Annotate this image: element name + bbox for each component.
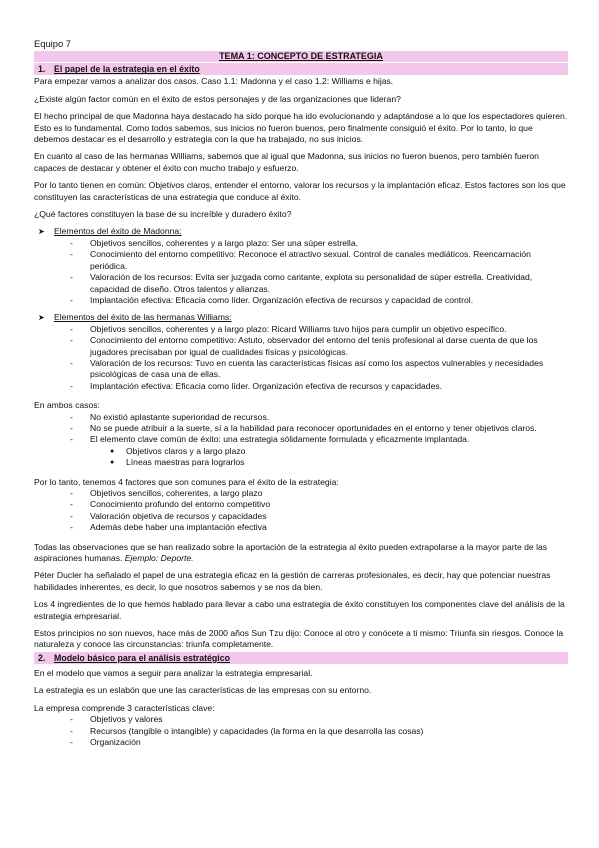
document-page	[34, 38, 568, 748]
list-item: - Implantación efectiva: Eficacia como líder. Organización efectiva de recursos y capacidad de control.	[70, 294, 474, 305]
section-2-heading	[34, 652, 568, 664]
list-item: - Conocimiento profundo del entorno competitivo	[70, 499, 271, 510]
four-factors-list	[34, 488, 568, 534]
williams-list	[34, 324, 568, 392]
list-item: - Valoración objetiva de recursos y capacidades	[70, 510, 267, 521]
four-factors-heading: Por lo tanto, tenemos 4 factores que son comunes para el éxito de la estrategia:	[34, 476, 339, 487]
list-item: - Objetivos sencillos, coherentes, a largo plazo	[70, 488, 263, 498]
madonna-heading	[34, 226, 568, 237]
paragraph-question-common: ¿Existe algún factor común en el éxito de estos personajes y de las organizaciones que lideran?	[34, 93, 401, 104]
both-cases-sublist	[34, 446, 568, 469]
paragraph-madonna: El hecho principal de que Madonna haya destacado ha sido porque ha ido evolucionando y adaptándose a lo que los espectadores quieren. Esto es lo fundamental. Como todos sabemos, sus inicios no fueron buenos, pero finalmente consiguió el éxito. Por lo tanto, lo que debemos destacar es el desarrollo y estrategia con la que ha trabajado, no sus inicios.	[34, 111, 568, 145]
example-text: Ejemplo: Deporte.	[124, 553, 194, 564]
dot-bullet-icon: ●	[110, 447, 115, 455]
list-item: - Objetivos sencillos, coherentes y a largo plazo: Ser una súper estrella.	[70, 237, 358, 248]
williams-heading	[34, 312, 568, 323]
paragraph-intro: Para empezar vamos a analizar dos casos. Caso 1.1: Madonna y el caso 1.2: Williams e hijas.	[34, 76, 394, 87]
paragraph-drucker: Péter Ducler ha señalado el papel de una estrategia eficaz en la gestión de carreras profesionales, es decir, hay que potenciar nuestras habilidades inherentes, es decir, lo que nosotros sabemos y se nos da bien.	[34, 570, 551, 592]
paragraph-question-factors: ¿Qué factores constituyen la base de su increíble y duradero éxito?	[34, 209, 292, 220]
dot-bullet-icon: ●	[110, 459, 115, 467]
list-item: - Objetivos sencillos, coherentes y a largo plazo: Ricard Williams tuvo hijos para cumplir un objetivo específico.	[70, 323, 507, 334]
team-label: Equipo 7	[34, 38, 72, 49]
company-list	[34, 714, 568, 748]
section-label: El papel de la estrategia en el éxito	[54, 64, 200, 75]
list-item: ● Líneas maestras para lograrlos	[110, 457, 245, 468]
list-item: - Conocimiento del entorno competitivo: Astuto, observador del entorno del tenis profesional al darse cuenta de que los jugadores precisaban por igual de cualidades físicas y psicológicas.	[70, 335, 538, 357]
both-cases-heading: En ambos casos:	[34, 400, 100, 411]
list-item: ● Objetivos claros y a largo plazo	[110, 445, 246, 456]
madonna-list	[34, 238, 568, 306]
list-item: - Valoración de los recursos: Evita ser juzgada como cantante, explota su personalidad de súper estrella. Creatividad, capacidad de diseño. Otros talentos y alianzas.	[70, 272, 533, 294]
arrow-bullet-icon: ➤	[38, 313, 45, 323]
list-item: - Implantación efectiva: Eficacia como líder. Organización efectiva de recursos y capacidades.	[70, 380, 443, 391]
list-item: - Además debe haber una implantación efectiva	[70, 522, 267, 533]
paragraph-extrapolate: Todas las observaciones que se han realizado sobre la aportación de la estrategia al éxito pueden extrapolarse a la mayor parte de las aspiraciones humanas. Ejemplo: Deporte.	[34, 541, 548, 564]
paragraph-ingredients: Los 4 ingredientes de lo que hemos hablado para llevar a cabo una estrategia de éxito constituyen los componentes clave del análisis de la estrategia empresarial.	[34, 599, 565, 621]
paragraph-williams: En cuanto al caso de las hermanas Williams, sabemos que al igual que Madonna, sus inicios no fueron buenos, pero también fueron capaces de destacar y obtener el éxito con mucho trabajo y esfuerzo.	[34, 151, 539, 173]
list-item: - No existió aplastante superioridad de recursos.	[70, 411, 270, 422]
section-1-heading	[34, 63, 568, 75]
paragraph-model: En el modelo que vamos a seguir para analizar la estrategia empresarial.	[34, 667, 313, 678]
list-item: - Conocimiento del entorno competitivo: Reconoce el atractivo sexual. Control de canales mediáticos. Reencarnación periódica.	[70, 249, 531, 271]
list-item: - Valoración de los recursos: Tuvo en cuenta las características físicas así como los aspectos vulnerables y necesidades psicológicas de casa una de ellas.	[70, 357, 544, 380]
list-item: - Organización	[70, 736, 141, 747]
arrow-bullet-icon: ➤	[38, 227, 45, 237]
section-label: Modelo básico para el análisis estratégico	[54, 652, 231, 663]
paragraph-link: La estrategia es un eslabón que une las características de las empresas con su entorno.	[34, 685, 372, 696]
section-number: 2.	[38, 652, 46, 663]
paragraph-common-factors: Por lo tanto tienen en común: Objetivos claros, entender el entorno, valorar los recursos y la implantación eficaz. Estos factores son los que constituyen las características de una estrategia que conduce al éxito.	[34, 180, 566, 202]
both-cases-list	[34, 412, 568, 446]
list-item: - El elemento clave común de éxito: una estrategia sólidamente formulada y eficazmente implantada.	[70, 434, 470, 445]
list-item: - No se puede atribuir a la suerte, sí a la habilidad para reconocer oportunidades en el entorno y tener objetivos claros.	[70, 422, 537, 433]
list-item: - Recursos (tangible o intangible) y capacidades (la forma en la que desarrolla las cosas)	[70, 725, 424, 736]
heading-label: Elementos del éxito de las hermanas Williams:	[54, 312, 232, 323]
document-title: TEMA 1: CONCEPTO DE ESTRATEGIA	[34, 51, 568, 62]
heading-label: Elementos del éxito de Madonna:	[54, 226, 182, 237]
paragraph-company: La empresa comprende 3 características clave:	[34, 702, 215, 713]
paragraph-suntzu: Estos principios no son nuevos, hace más de 2000 años Sun Tzu dijo: Conoce al otro y conócete a ti mismo: Triunfa sin riesgos. Conoce la naturaleza y conoce las circunstancias: triunfa completamente.	[34, 628, 564, 650]
section-number: 1.	[38, 64, 46, 75]
list-item: - Objetivos y valores	[70, 714, 163, 725]
